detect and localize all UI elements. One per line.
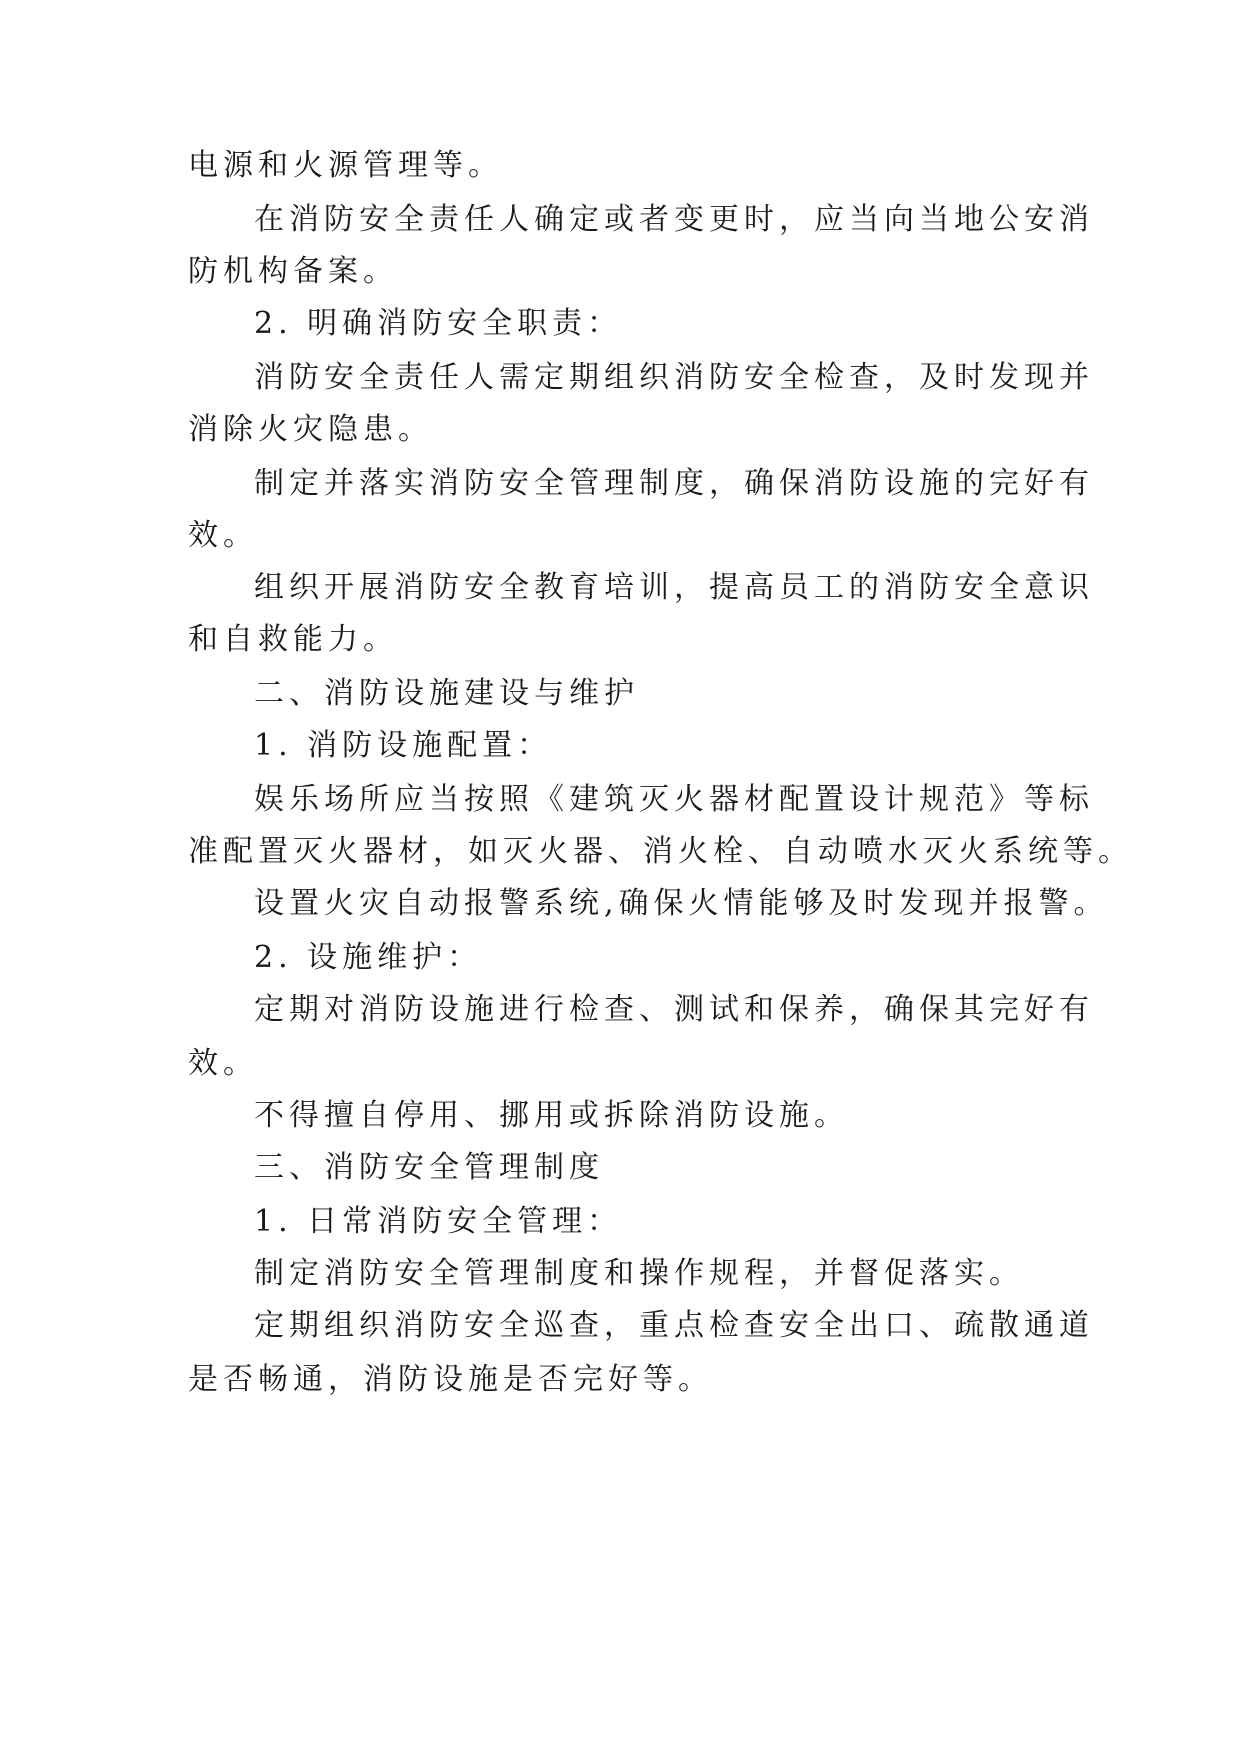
text-line: 效。 — [188, 518, 258, 553]
paragraph-line: 制定并落实消防安全管理制度，确保消防设施的完好有 — [254, 466, 1094, 501]
paragraph-line: 组织开展消防安全教育培训，提高员工的消防安全意识 — [254, 570, 1094, 605]
text-line: 电源和火源管理等。 — [188, 148, 503, 183]
subsection-heading: 1. 消防设施配置： — [254, 728, 553, 763]
paragraph-line: 在消防安全责任人确定或者变更时，应当向当地公安消 — [254, 202, 1094, 237]
text-line: 是否畅通，消防设施是否完好等。 — [188, 1362, 713, 1397]
text-line: 消除火灾隐患。 — [188, 412, 433, 447]
text-line: 效。 — [188, 1046, 258, 1081]
paragraph-line: 定期组织消防安全巡查，重点检查安全出口、疏散通道 — [254, 1308, 1094, 1343]
paragraph-line: 定期对消防设施进行检查、测试和保养，确保其完好有 — [254, 992, 1094, 1027]
section-heading: 二、消防设施建设与维护 — [254, 676, 639, 711]
paragraph-line: 不得擅自停用、挪用或拆除消防设施。 — [254, 1098, 849, 1133]
paragraph-line: 娱乐场所应当按照《建筑灭火器材配置设计规范》等标 — [254, 782, 1094, 817]
section-heading: 三、消防安全管理制度 — [254, 1150, 604, 1185]
text-line: 和自救能力。 — [188, 622, 398, 657]
paragraph-line: 设置火灾自动报警系统,确保火情能够及时发现并报警。 — [254, 886, 1109, 921]
text-line: 准配置灭火器材，如灭火器、消火栓、自动喷水灭火系统等。 — [188, 834, 1133, 869]
subsection-heading: 2. 设施维护： — [254, 940, 483, 975]
subsection-heading: 2. 明确消防安全职责： — [254, 306, 623, 341]
text-line: 防机构备案。 — [188, 254, 398, 289]
paragraph-line: 制定消防安全管理制度和操作规程，并督促落实。 — [254, 1256, 1024, 1291]
paragraph-line: 消防安全责任人需定期组织消防安全检查，及时发现并 — [254, 360, 1094, 395]
subsection-heading: 1. 日常消防安全管理： — [254, 1204, 623, 1239]
